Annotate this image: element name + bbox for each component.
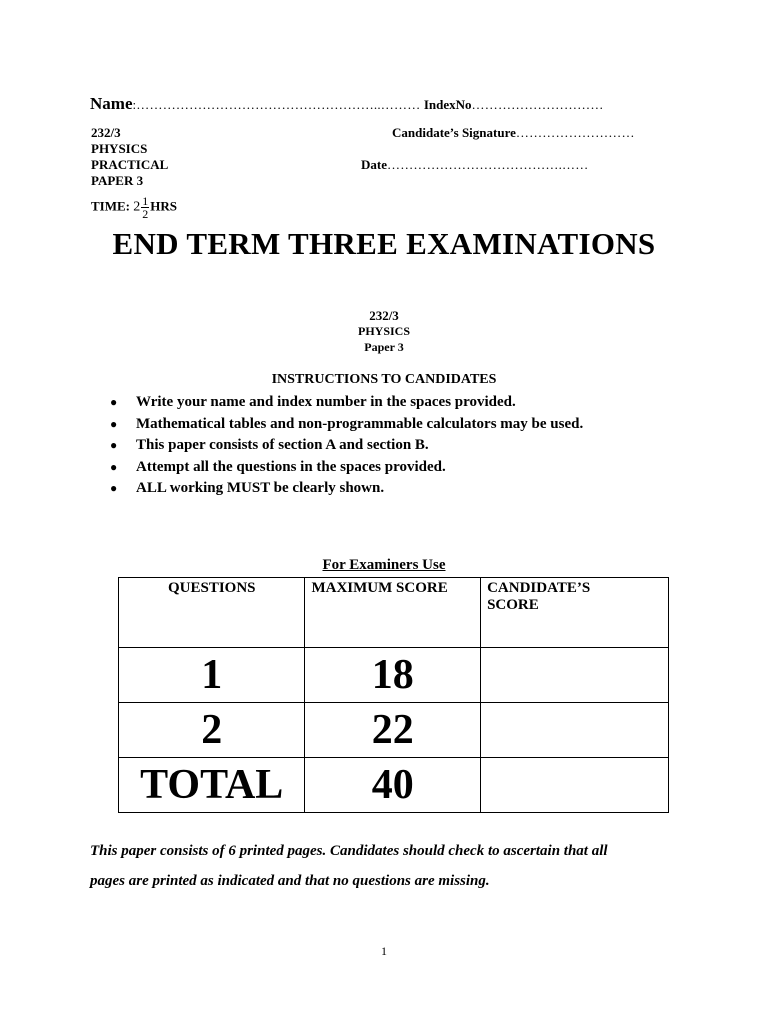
instruction-text: ALL working MUST be clearly shown. [136,480,385,496]
paper-number: PAPER 3 [91,173,144,188]
signature-label: Candidate’s Signature [392,125,516,140]
bullet-icon: ● [110,481,118,495]
bullet-icon: ● [110,459,118,474]
candidate-score-cell[interactable] [481,648,669,703]
instruction-text: Write your name and index number in the spaces provided. [136,394,516,410]
exam-title: END TERM THREE EXAMINATIONS [112,226,656,261]
instruction-text: Attempt all the questions in the spaces provided. [136,458,446,475]
instruction-item [110,457,583,479]
time-unit: HRS [150,198,177,214]
instruction-item [110,414,583,436]
paper-subject: PHYSICS [91,141,148,156]
name-line [90,94,604,114]
header-questions: QUESTIONS [119,578,305,648]
instruction-item [110,478,583,500]
index-field[interactable]: ………………………… [471,97,604,112]
index-label: IndexNo [423,97,472,112]
header-candidate-score [481,578,669,648]
sub-subject: PHYSICS [357,324,410,338]
table-row [119,758,669,813]
page-number: 1 [381,944,387,958]
header-candidate-score-text: CANDIDATE’S SCORE [487,580,591,613]
total-candidate-cell[interactable] [481,758,669,813]
time-denominator: 2 [142,207,149,221]
instruction-text: This paper consists of section A and section B. [136,437,429,453]
question-cell: 1 [119,648,305,703]
table-header-row [119,578,669,648]
time-numerator: 1 [142,194,149,208]
max-score-cell: 22 [305,703,481,758]
instruction-item [110,392,583,414]
candidate-score-cell[interactable] [481,703,669,758]
time-whole: 2 [133,199,141,215]
time-fraction [141,195,149,220]
paper-type: PRACTICAL [91,157,169,172]
time-line [91,195,177,220]
max-score-cell: 18 [305,648,481,703]
bullet-icon: ● [110,395,118,409]
instruction-text: Mathematical tables and non-programmable calculators may be used. [136,415,584,432]
bullet-icon: ● [110,438,118,452]
paper-code: 232/3 [91,125,121,140]
paper-details [91,125,168,189]
instructions-heading: INSTRUCTIONS TO CANDIDATES [271,372,497,387]
question-cell: 2 [119,703,305,758]
date-field[interactable]: ………………………………….…… [387,157,589,172]
name-label: Name [90,94,133,113]
time-label: TIME: [91,198,134,214]
table-row [119,648,669,703]
footer-line-2: pages are printed as indicated and that no questions are missing. [90,873,490,889]
name-field[interactable]: :………………………………………………..……… [132,97,424,112]
sub-paper: Paper 3 [364,340,404,354]
signature-field[interactable]: ……………………… [515,125,635,140]
header-max-score: MAXIMUM SCORE [305,578,481,648]
date-label: Date [361,157,387,172]
total-max-cell: 40 [305,758,481,813]
instructions-list [110,392,583,500]
score-table [118,577,669,813]
total-label-cell: TOTAL [119,758,305,813]
date-line [361,157,588,173]
examiners-use-caption: For Examiners Use [322,557,446,573]
footer-line-1: This paper consists of 6 printed pages. Candidates should check to ascertain that all [90,843,608,859]
signature-line [392,125,635,141]
sub-code: 232/3 [369,308,399,323]
bullet-icon: ● [110,416,118,431]
instruction-item [110,435,583,457]
table-row [119,703,669,758]
